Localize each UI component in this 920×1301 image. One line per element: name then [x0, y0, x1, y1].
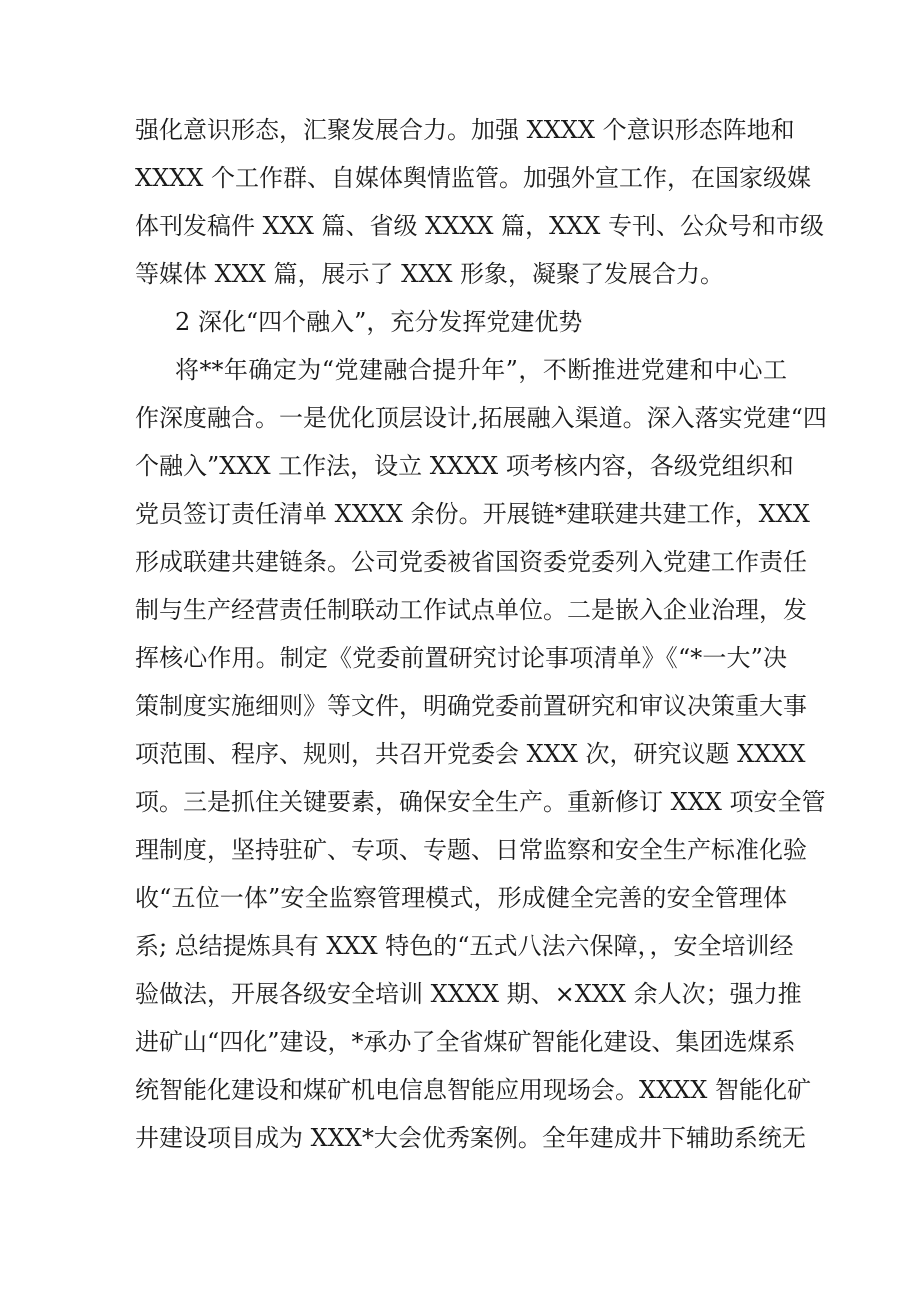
paragraph-1-line-3: 体刊发稿件 XXX 篇、省级 XXXX 篇，XXX 专刊、公众号和市级 [135, 212, 825, 240]
paragraph-2-line-1: 将**年确定为“党建融合提升年”，不断推进党建和中心工 [175, 356, 787, 384]
paragraph-2-line-4: 党员签订责任清单 XXXX 余份。开展链*建联建共建工作，XXX [135, 500, 810, 528]
paragraph-2-line-10: 项。三是抓住关键要素，确保安全生产。重新修订 XXX 项安全管 [135, 788, 826, 816]
paragraph-2-line-14: 验做法，开展各级安全培训 XXXX 期、×XXX 余人次；强力推 [135, 980, 802, 1008]
section-heading: 2 深化“四个融入”，充分发挥党建优势 [175, 308, 583, 336]
paragraph-2-line-2: 作深度融合。一是优化顶层设计,拓展融入渠道。深入落实党建“四 [135, 404, 827, 432]
paragraph-2-line-7: 挥核心作用。制定《党委前置研究讨论事项清单》《“*一大”决 [135, 644, 787, 672]
paragraph-2-line-3: 个融入”XXX 工作法，设立 XXXX 项考核内容，各级党组织和 [135, 452, 794, 480]
paragraph-2-line-17: 井建设项目成为 XXX*大会优秀案例。全年建成井下辅助系统无 [135, 1124, 806, 1152]
paragraph-2-line-13: 系; 总结提炼具有 XXX 特色的“五式八法六保障，，安全培训经 [135, 932, 794, 960]
paragraph-2-line-15: 进矿山“四化”建设，*承办了全省煤矿智能化建设、集团选煤系 [135, 1028, 796, 1056]
paragraph-2-line-11: 理制度，坚持驻矿、专项、专题、日常监察和安全生产标准化验 [135, 836, 807, 864]
paragraph-2-line-6: 制与生产经营责任制联动工作试点单位。二是嵌入企业治理，发 [135, 596, 807, 624]
paragraph-1-line-4: 等媒体 XXX 篇，展示了 XXX 形象，凝聚了发展合力。 [135, 260, 725, 288]
paragraph-2-line-9: 项范围、程序、规则，共召开党委会 XXX 次，研究议题 XXXX [135, 740, 806, 768]
paragraph-2-line-16: 统智能化建设和煤矿机电信息智能应用现场会。XXXX 智能化矿 [135, 1076, 811, 1104]
paragraph-1-line-2: XXXX 个工作群、自媒体舆情监管。加强外宣工作，在国家级媒 [135, 164, 811, 192]
paragraph-1-line-1: 强化意识形态，汇聚发展合力。加强 XXXX 个意识形态阵地和 [135, 116, 795, 144]
paragraph-2-line-12: 收“五位一体”安全监察管理模式，形成健全完善的安全管理体 [135, 884, 787, 912]
paragraph-2-line-8: 策制度实施细则》等文件，明确党委前置研究和审议决策重大事 [135, 692, 807, 720]
paragraph-2-line-5: 形成联建共建链条。公司党委被省国资委党委列入党建工作责任 [135, 548, 807, 576]
